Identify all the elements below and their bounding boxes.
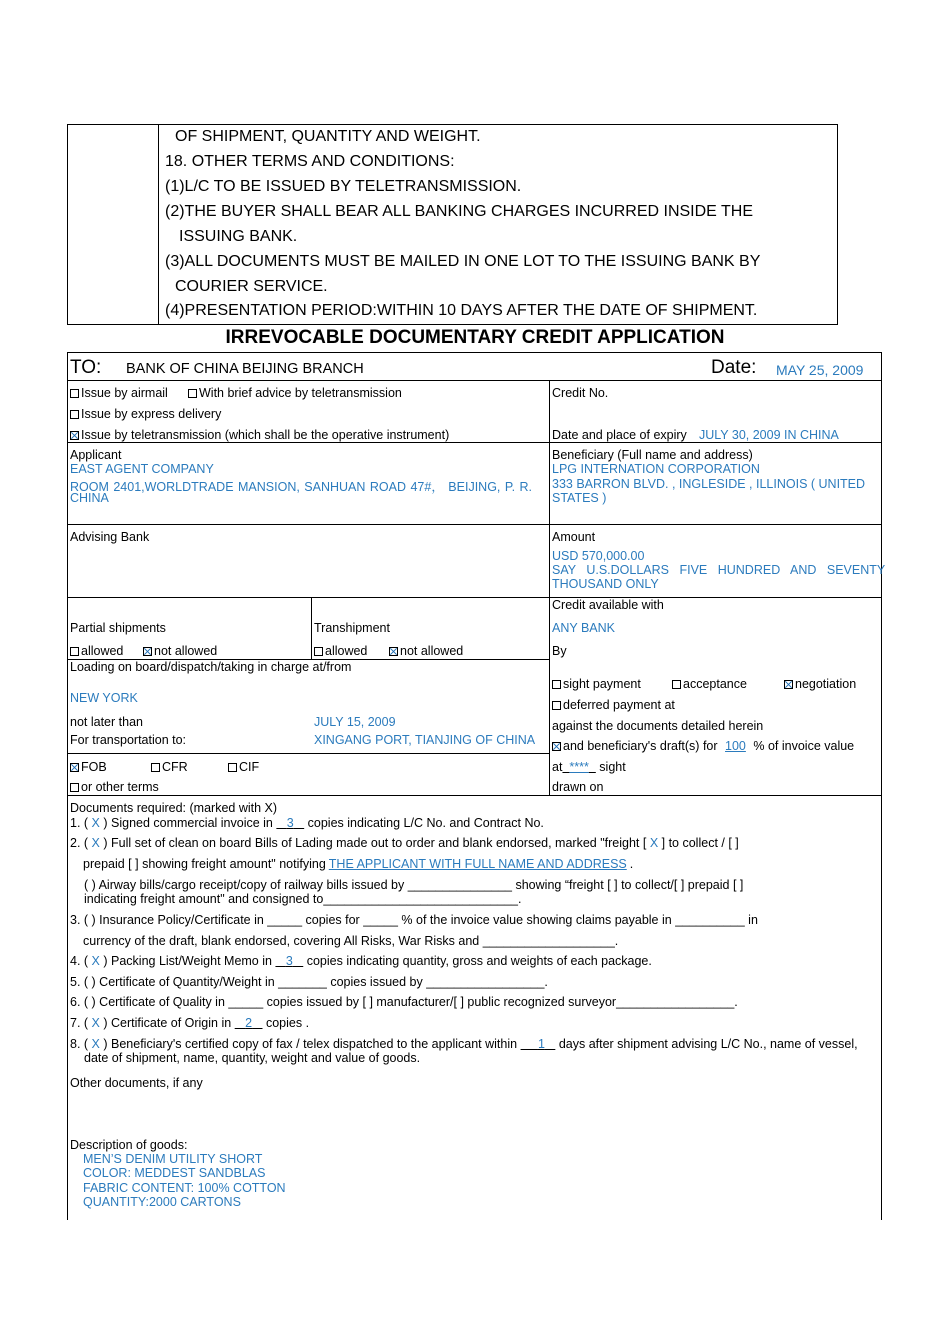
checkbox-icon[interactable] <box>70 647 79 656</box>
cont-line-3: (1)L/C TO BE ISSUED BY TELETRANSMISSION. <box>165 178 522 195</box>
applicant-name: EAST AGENT COMPANY <box>70 462 214 476</box>
checkbox-icon[interactable] <box>70 783 79 792</box>
amount-value: USD 570,000.00 <box>552 549 645 563</box>
checkbox-icon[interactable] <box>552 701 561 710</box>
checkbox-icon[interactable] <box>672 680 681 689</box>
against-documents-text: against the documents detailed herein <box>552 719 764 733</box>
other-documents-label: Other documents, if any <box>70 1076 203 1090</box>
to-label: TO: <box>70 357 102 378</box>
transhipment-label: Transhipment <box>314 621 390 635</box>
beneficiary-address-2: STATES ) <box>552 491 607 505</box>
doc-item-2-consigned: indicating freight amount" and consigned to____________________________. <box>84 892 522 906</box>
beneficiary-draft-option[interactable]: and beneficiary's draft(s) for 100 % of invoice value <box>552 739 854 753</box>
checkbox-icon[interactable] <box>151 763 160 772</box>
cont-line-4: (2)THE BUYER SHALL BEAR ALL BANKING CHARGES INCURRED INSIDE THE <box>165 203 753 220</box>
checked-box-icon[interactable] <box>143 647 152 656</box>
date-label: Date: <box>711 357 757 378</box>
checked-box-icon[interactable] <box>784 680 793 689</box>
grid-h-7 <box>67 795 882 796</box>
applicant-address-2: CHINA <box>70 491 109 505</box>
goods-line: FABRIC CONTENT: 100% COTTON <box>83 1181 286 1195</box>
doc-item-3-line-2: currency of the draft, blank endorsed, covering All Risks, War Risks and ___________________. <box>83 934 619 948</box>
doc-item-1: 1. ( X ) Signed commercial invoice in 3 copies indicating L/C No. and Contract No. <box>70 816 544 830</box>
grid-h-1 <box>67 380 882 381</box>
issue-teletrans-option[interactable]: Issue by teletransmission (which shall be the operative instrument) <box>70 428 449 442</box>
grid-v-right <box>881 352 882 1220</box>
checked-box-icon[interactable] <box>70 431 79 440</box>
grid-h-4 <box>67 597 882 598</box>
cont-border-bottom <box>67 324 838 325</box>
goods-line: QUANTITY:2000 CARTONS <box>83 1195 241 1209</box>
beneficiary-label: Beneficiary (Full name and address) <box>552 448 753 462</box>
doc-item-3: 3. ( ) Insurance Policy/Certificate in _____ copies for _____ % of the invoice value showing claims payable in __________ in <box>70 913 758 927</box>
applicant-label: Applicant <box>70 448 122 462</box>
checkbox-icon[interactable] <box>552 680 561 689</box>
checkbox-icon[interactable] <box>70 410 79 419</box>
cif-option[interactable]: CIF <box>228 760 259 774</box>
other-terms-option[interactable]: or other terms <box>70 780 159 794</box>
by-label: By <box>552 644 567 658</box>
cont-border-right <box>837 124 838 325</box>
amount-words: SAY U.S.DOLLARS FIVE HUNDRED AND SEVENTY <box>552 563 886 577</box>
grid-h-3 <box>67 524 882 525</box>
at-sight-value: **** <box>569 760 589 774</box>
grid-h-top <box>67 352 882 353</box>
expiry-value: JULY 30, 2009 IN CHINA <box>699 428 839 442</box>
draft-percent-value: 100 <box>725 739 746 753</box>
brief-advice-option[interactable]: With brief advice by teletransmission <box>188 386 402 400</box>
form-title: IRREVOCABLE DOCUMENTARY CREDIT APPLICATION <box>225 327 725 348</box>
doc-item-4: 4. ( X ) Packing List/Weight Memo in 3 copies indicating quantity, gross and weights of each package. <box>70 954 652 968</box>
cont-border-mid <box>158 124 159 325</box>
partial-not-allowed-option[interactable]: not allowed <box>143 644 217 658</box>
checkbox-icon[interactable] <box>228 763 237 772</box>
doc-item-8: 8. ( X ) Beneficiary's certified copy of fax / telex dispatched to the applicant within 1 days after shipment advising L/C No., name of vessel, <box>70 1037 858 1051</box>
transport-label: For transportation to: <box>70 733 187 747</box>
loading-value: NEW YORK <box>70 691 138 705</box>
cont-line-6: (3)ALL DOCUMENTS MUST BE MAILED IN ONE LOT TO THE ISSUING BANK BY <box>165 253 761 270</box>
cont-line-8: (4)PRESENTATION PERIOD:WITHIN 10 DAYS AFTER THE DATE OF SHIPMENT. <box>165 302 758 319</box>
grid-v-left <box>67 352 68 1220</box>
credit-available-value: ANY BANK <box>552 621 615 635</box>
cont-line-5: ISSUING BANK. <box>179 228 298 245</box>
grid-v-ship <box>311 597 312 660</box>
goods-line: COLOR: MEDDEST SANDBLAS <box>83 1166 266 1180</box>
credit-no-label: Credit No. <box>552 386 609 400</box>
loading-label: Loading on board/dispatch/taking in charge at/from <box>70 660 352 674</box>
partial-allowed-option[interactable]: allowed <box>70 644 123 658</box>
beneficiary-address: 333 BARRON BLVD. , INGLESIDE , ILLINOIS ( UNITED <box>552 477 866 491</box>
doc-item-2: 2. ( X ) Full set of clean on board Bills of Lading made out to order and blank endorsed, marked "freight [ X ] to collect / [ ] <box>70 836 739 850</box>
transport-value: XINGANG PORT, TIANJING OF CHINA <box>314 733 536 747</box>
cfr-option[interactable]: CFR <box>151 760 188 774</box>
checked-box-icon[interactable] <box>70 763 79 772</box>
drawn-on-label: drawn on <box>552 780 604 794</box>
cont-border-top <box>67 124 838 125</box>
goods-line: MEN’S DENIM UTILITY SHORT <box>83 1152 263 1166</box>
doc-item-7: 7. ( X ) Certificate of Origin in 2 copies . <box>70 1016 310 1030</box>
cont-border-left <box>67 124 68 325</box>
doc-item-6: 6. ( ) Certificate of Quality in _____ copies issued by [ ] manufacturer/[ ] public recognized surveyor_________________. <box>70 995 738 1009</box>
grid-h-6 <box>67 753 550 754</box>
beneficiary-name: LPG INTERNATION CORPORATION <box>552 462 760 476</box>
applicant-address: ROOM 2401,WORLDTRADE MANSION, SANHUAN ROAD 47#， BEIJING, P. R. <box>70 480 533 494</box>
tranship-not-allowed-option[interactable]: not allowed <box>389 644 463 658</box>
date-value: MAY 25, 2009 <box>776 362 864 378</box>
advising-bank-label: Advising Bank <box>70 530 150 544</box>
negotiation-option[interactable]: negotiation <box>784 677 856 691</box>
doc-item-2-airway: ( ) Airway bills/cargo receipt/copy of railway bills issued by _______________ showing “freight [ ] to collect/[ ] prepaid [ ] <box>84 878 744 892</box>
checkbox-icon[interactable] <box>314 647 323 656</box>
partial-shipments-label: Partial shipments <box>70 621 166 635</box>
documents-header: Documents required: (marked with X) <box>70 801 278 815</box>
expiry-label: Date and place of expiry <box>552 428 687 442</box>
goods-description-label: Description of goods: <box>70 1138 188 1152</box>
fob-option[interactable]: FOB <box>70 760 107 774</box>
issue-express-option[interactable]: Issue by express delivery <box>70 407 221 421</box>
doc-item-8-line-2: date of shipment, name, quantity, weight and value of goods. <box>84 1051 421 1065</box>
deferred-payment-option[interactable]: deferred payment at <box>552 698 675 712</box>
checkbox-icon[interactable] <box>188 389 197 398</box>
at-sight-line: at **** sight <box>552 760 626 774</box>
not-later-than-label: not later than <box>70 715 143 729</box>
checked-box-icon[interactable] <box>389 647 398 656</box>
issue-airmail-option[interactable]: Issue by airmail <box>70 386 168 400</box>
cont-line-1: OF SHIPMENT, QUANTITY AND WEIGHT. <box>175 128 481 145</box>
cont-line-2: 18. OTHER TERMS AND CONDITIONS: <box>165 153 455 170</box>
credit-available-label: Credit available with <box>552 598 664 612</box>
grid-h-2 <box>67 442 882 443</box>
doc-item-2-notify: prepaid [ ] showing freight amount" notifying THE APPLICANT WITH FULL NAME AND ADDRESS . <box>83 857 634 871</box>
doc-item-5: 5. ( ) Certificate of Quantity/Weight in _______ copies issued by _________________. <box>70 975 548 989</box>
amount-words-2: THOUSAND ONLY <box>552 577 659 591</box>
not-later-than-value: JULY 15, 2009 <box>314 715 396 729</box>
checkbox-icon[interactable] <box>70 389 79 398</box>
to-value: BANK OF CHINA BEIJING BRANCH <box>126 361 364 377</box>
acceptance-option[interactable]: acceptance <box>672 677 747 691</box>
checked-box-icon[interactable] <box>552 742 561 751</box>
sight-payment-option[interactable]: sight payment <box>552 677 641 691</box>
cont-line-7: COURIER SERVICE. <box>175 278 328 295</box>
tranship-allowed-option[interactable]: allowed <box>314 644 367 658</box>
amount-label: Amount <box>552 530 596 544</box>
